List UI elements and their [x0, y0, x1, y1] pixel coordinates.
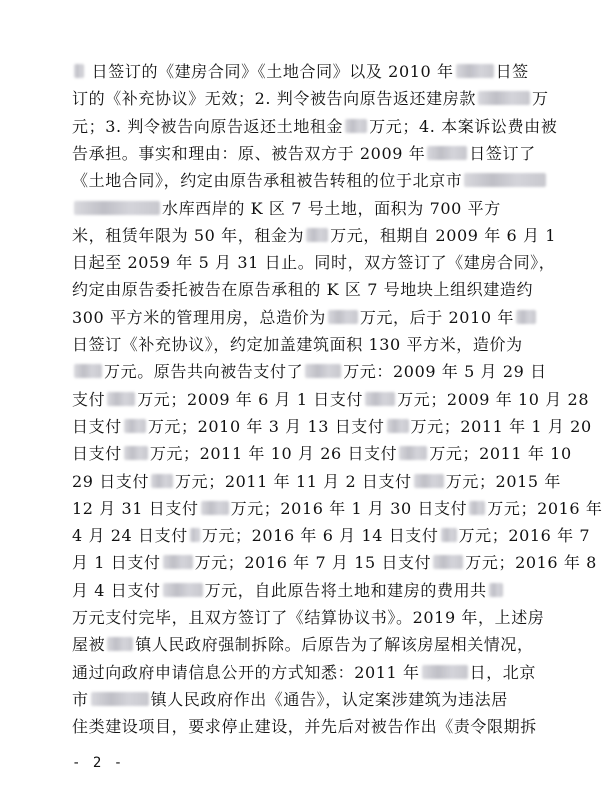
text-segment: 300 平方米的管理用房，总造价为	[72, 307, 326, 327]
text-segment: 万元，租期自 2009 年 6 月 1	[330, 225, 557, 245]
redacted-block	[456, 64, 494, 78]
redacted-block	[151, 474, 173, 488]
text-segment: 支付	[72, 389, 106, 409]
text-segment: 万元，后于 2010 年	[359, 307, 514, 327]
text-line	[72, 249, 556, 276]
text-segment: 万	[531, 89, 549, 109]
text-segment: 万元。原告共向被告支付了	[104, 362, 304, 382]
text-segment: 万元；2016 年 7 月 15 日支付	[194, 553, 432, 573]
text-line	[72, 577, 544, 604]
page-number: - 2 -	[72, 755, 125, 771]
redacted-block	[469, 501, 485, 515]
redacted-block	[124, 419, 146, 433]
text-segment: 万元；2010 年 3 月 13 日支付	[147, 416, 385, 436]
text-segment: 日签订的《建房合同》《土地合同》以及 2010 年	[86, 62, 454, 81]
redacted-block	[427, 146, 467, 160]
text-segment: 元；3. 判令被告向原告返还土地租金	[72, 116, 344, 136]
text-segment: 万元；2009 年 10 月 28	[397, 389, 590, 409]
text-line	[72, 140, 544, 167]
redacted-block	[163, 583, 203, 597]
text-line	[72, 713, 544, 740]
text-line	[72, 522, 591, 549]
redacted-block	[107, 637, 133, 651]
text-segment: 水库西岸的 K 区 7 号土地，面积为 700 平方	[162, 198, 501, 218]
text-segment: 万元；2011 年 11 月 2 日支付	[175, 471, 412, 491]
text-line	[72, 604, 544, 631]
redacted-block	[489, 583, 503, 597]
text-segment: 万元；2016 年 7	[458, 526, 591, 546]
text-line	[72, 495, 603, 522]
text-line	[72, 304, 544, 331]
text-segment: 万元；2016 年 1 月 30 日支付	[230, 498, 468, 518]
redacted-block	[190, 528, 200, 542]
redacted-block	[516, 310, 536, 324]
redacted-block	[365, 392, 395, 406]
redacted-block	[414, 474, 444, 488]
text-segment: 万元；2009 年 6 月 1 日支付	[137, 389, 364, 409]
redacted-block	[441, 528, 457, 542]
text-segment: 万元；2011 年 10	[429, 444, 572, 464]
redacted-block	[345, 119, 367, 133]
text-segment: 约定由原告委托被告在原告承租的 K 区 7 号地块上组织建造约	[72, 280, 534, 300]
redacted-block	[91, 692, 149, 706]
text-segment: 日，北京	[469, 662, 537, 682]
text-line	[72, 195, 544, 222]
text-line	[72, 222, 557, 249]
redacted-block	[464, 173, 546, 187]
text-line	[72, 468, 561, 495]
redacted-block	[74, 64, 84, 78]
text-segment: 日签订了	[469, 143, 536, 163]
text-line	[72, 58, 544, 85]
text-line	[72, 358, 547, 385]
text-segment: 日支付	[72, 444, 122, 464]
text-line	[72, 440, 572, 467]
text-line	[72, 85, 549, 112]
redacted-block	[74, 364, 102, 378]
redacted-block	[74, 201, 160, 215]
text-segment: 万元；2016 年 6 月 14 日支付	[201, 526, 439, 546]
redacted-block	[422, 665, 468, 679]
text-segment: 住类建设项目，要求停止建设，并先后对被告作出《责令限期拆	[72, 717, 537, 737]
redacted-block	[305, 364, 341, 378]
text-line	[72, 276, 544, 303]
text-segment: 告承担。事实和理由：原、被告双方于 2009 年	[72, 143, 426, 163]
text-line	[72, 331, 544, 358]
redacted-block	[107, 392, 135, 406]
text-segment: 日起至 2059 年 5 月 31 日止。同时，双方签订了《建房合同》，	[72, 253, 556, 273]
redacted-block	[163, 555, 193, 569]
text-segment: 万元；2016 年 8	[465, 553, 597, 573]
text-segment: 万元：2009 年 5 月 29 日	[343, 362, 547, 382]
text-segment: 月 4 日支付	[72, 580, 161, 600]
text-segment: 日签订《补充协议》，约定加盖建筑面积 130 平方米，造价为	[72, 335, 523, 354]
redacted-block	[306, 228, 328, 242]
text-line	[72, 413, 592, 440]
text-segment: 万元支付完毕，且双方签订了《结算协议书》。2019 年，上述房	[72, 608, 545, 627]
text-segment: 万元；2016 年	[487, 498, 603, 518]
text-line	[72, 386, 590, 413]
text-segment: 屋被	[72, 635, 106, 655]
text-segment: 12 月 31 日支付	[72, 498, 199, 518]
text-line	[72, 549, 597, 576]
text-segment: 万元；2011 年 10 月 26 日支付	[149, 444, 398, 464]
text-segment: 镇人民政府作出《通告》，认定案涉建筑为违法居	[150, 689, 508, 709]
text-line	[72, 113, 558, 140]
text-segment: 日支付	[72, 416, 122, 436]
text-segment: 万元；2011 年 1 月 20	[410, 416, 592, 436]
text-segment: 万元；2015 年	[445, 471, 561, 491]
text-segment: 日签	[495, 62, 529, 81]
text-segment: 米，租赁年限为 50 年，租金为	[72, 225, 305, 245]
redacted-block	[478, 91, 530, 105]
text-segment: 月 1 日支付	[72, 553, 161, 573]
text-line	[72, 631, 544, 658]
redacted-block	[201, 501, 229, 515]
redacted-block	[433, 555, 463, 569]
text-segment: 镇人民政府强制拆除。后原告为了解该房屋相关情况，	[135, 635, 534, 655]
text-segment: 市	[72, 689, 89, 709]
text-segment: 通过向政府申请信息公开的方式知悉：2011 年	[72, 662, 420, 682]
text-segment: 29 日支付	[72, 471, 150, 491]
text-segment: 《土地合同》，约定由原告承租被告转租的位于北京市	[72, 171, 463, 191]
redacted-block	[399, 446, 427, 460]
text-segment: 订的《补充协议》无效；2. 判令被告向原告返还建房款	[72, 89, 476, 109]
text-line	[72, 167, 544, 194]
redacted-block	[328, 310, 358, 324]
text-segment: 万元；4. 本案诉讼费由被	[369, 116, 558, 136]
text-segment: 4 月 24 日支付	[72, 526, 188, 546]
text-line	[72, 659, 544, 686]
redacted-block	[387, 419, 409, 433]
redacted-block	[124, 446, 148, 460]
text-line	[72, 686, 544, 713]
text-segment: 万元，自此原告将土地和建房的费用共	[204, 580, 487, 600]
